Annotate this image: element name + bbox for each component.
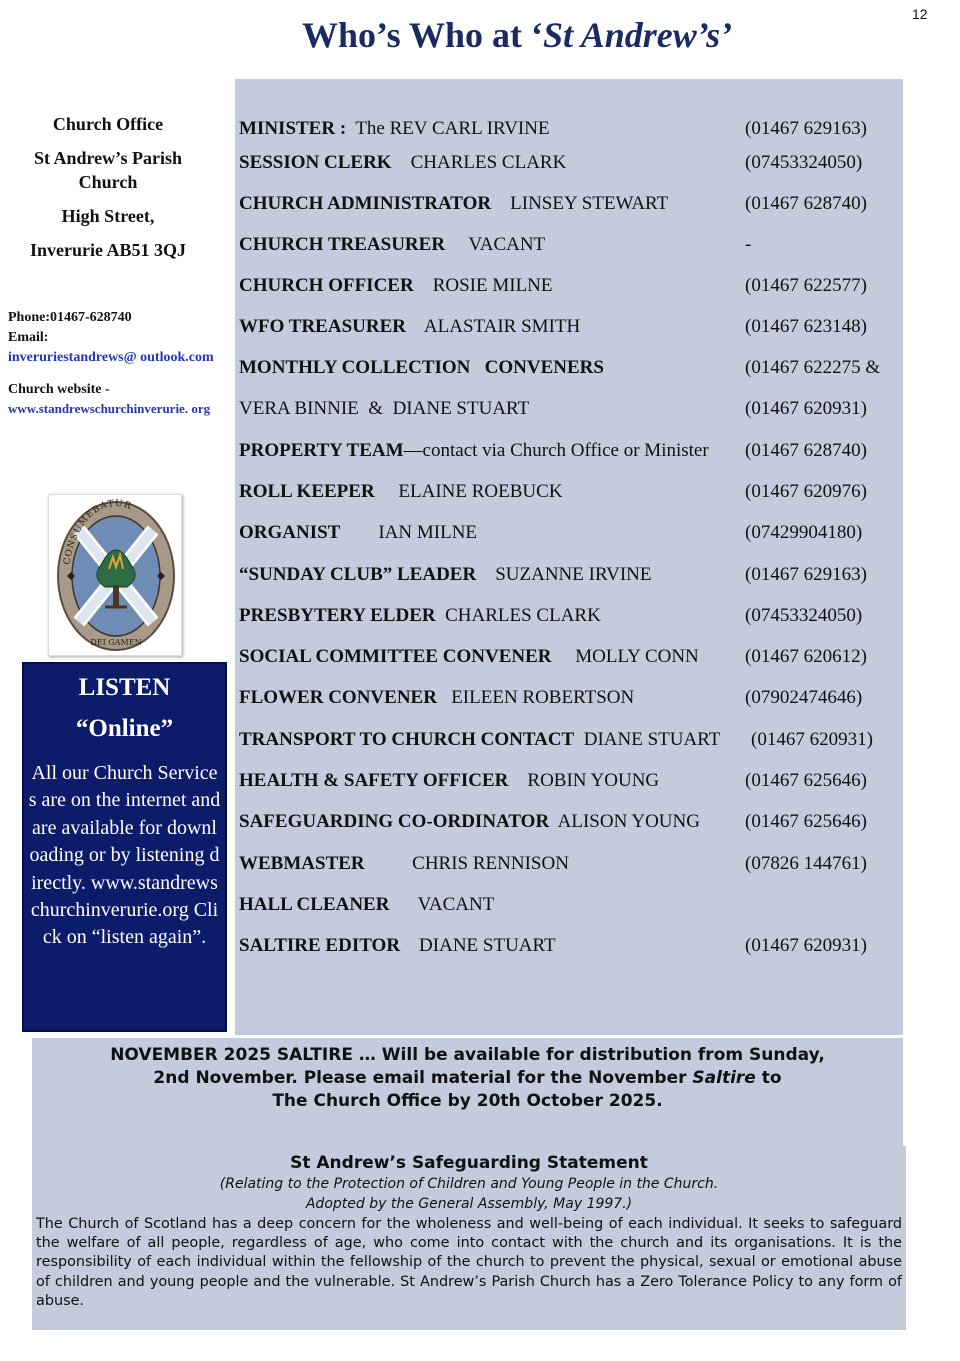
directory-person: ROSIE MILNE [413,275,553,296]
listen-body: All our Church Services are on the internet and are available for downloading or by listening directly. www.standrewschurchinverurie.org Click on “listen again”. [28,762,221,949]
directory-role: WEBMASTER [239,853,365,874]
saltire-line: The Church Office by 20th October 2025. [272,1091,663,1111]
directory-phone: (01467 628740) [745,440,867,461]
directory-role: MINISTER : [239,118,351,139]
directory-phone: (01467 623148) [745,316,867,337]
directory-row [239,935,903,959]
directory-person: EILEEN ROBERTSON [436,687,635,708]
directory-role: ROLL KEEPER [239,481,375,502]
directory-person: ROBIN YOUNG [508,770,660,791]
whos-who-directory [235,79,903,1035]
directory-phone: - [745,234,752,255]
directory-phone: (07453324050) [745,605,863,626]
directory-row [239,729,903,753]
saltire-line [32,1067,903,1090]
safeguarding-statement [32,1146,906,1330]
phone-text: Phone:01467-628740 [8,310,132,325]
page-number: 12 [912,6,928,22]
directory-role: SESSION CLERK [239,152,392,173]
address-line: Inverurie AB51 3QJ [30,240,186,260]
crest-icon [49,495,183,657]
directory-person: DIANE STUART [574,729,721,750]
directory-row [239,398,903,422]
directory-phone: (01467 629163) [745,118,867,139]
directory-phone: (07902474646) [745,687,863,708]
directory-phone: (01467 622275 & [745,357,881,378]
directory-person: ALASTAIR SMITH [405,316,581,337]
email-label: Email: [8,330,49,345]
directory-phone: (01467 620976) [745,481,867,502]
directory-row [239,687,903,711]
directory-row [239,357,903,381]
directory-role: CHURCH ADMINISTRATOR [239,193,492,214]
directory-role: SAFEGUARDING CO-ORDINATOR [239,811,550,832]
saltire-italic: Saltire [692,1068,756,1088]
saltire-line: NOVEMBER 2025 SALTIRE … Will be available for distribution from Sunday, [110,1045,825,1065]
directory-role: MONTHLY COLLECTION CONVENERS [239,357,604,378]
website-link[interactable]: www.standrewschurchinverurie. org [8,401,211,416]
directory-phone: (01467 625646) [745,811,867,832]
crest-motto: CONSUMEBATUR [62,498,134,566]
listen-heading: LISTEN [78,674,171,701]
directory-phone: (07826 144761) [745,853,867,874]
directory-person: VACANT [445,234,546,255]
directory-role: CHURCH OFFICER [239,275,414,296]
address-line: St Andrew’s Parish Church [33,148,183,192]
email-link[interactable]: inveruriestandrews@ outlook.com [8,350,214,365]
safeguarding-subtitle: (Relating to the Protection of Children and Young People in the Church. [219,1176,719,1192]
directory-person: LINSEY STEWART [491,193,669,214]
directory-person: CHARLES CLARK [391,152,567,173]
directory-phone: (01467 620931) [745,935,867,956]
directory-role: ORGANIST [239,522,341,543]
page-title-italic: St Andrew’s’ [543,15,733,55]
directory-person: CHARLES CLARK [435,605,601,626]
directory-row [239,275,903,299]
directory-person: —contact via Church Office or Minister [403,440,709,461]
saltire-notice [32,1038,903,1146]
listen-online-box [22,662,227,1032]
directory-row [239,811,903,835]
saltire-text: 2nd November. Please email material for the November [153,1068,693,1088]
directory-row [239,316,903,340]
church-crest [48,494,182,656]
directory-row [239,481,903,505]
directory-phone: (01467 622577) [745,275,867,296]
crest-motto-bottom: DEI GAMEN [90,638,142,647]
contact-details [8,308,218,418]
directory-phone: (01467 620612) [745,646,867,667]
directory-phone: (01467 625646) [745,770,867,791]
directory-row [239,152,903,176]
directory-role: PROPERTY TEAM [239,440,404,461]
directory-role: “SUNDAY CLUB” LEADER [239,564,477,585]
directory-role: HALL CLEANER [239,894,390,915]
directory-person: SUZANNE IRVINE [476,564,652,585]
directory-row [239,564,903,588]
address-line: Church Office [52,114,164,134]
safeguarding-body: The Church of Scotland has a deep concern for the wholeness and well-being of each individual. It seeks to safeguard the welfare of all people, regardless of age, who come into contact with the church and its organisations. It is the responsibility of each individual within the fellowship of the church to prevent the physical, sexual or emotional abuse of children and young people and the vulnerable. St Andrew’s Parish Church has a Zero Tolerance Policy to any form of abuse. [36,1216,902,1309]
church-office-address [4,112,212,272]
directory-row [239,118,903,142]
directory-row [239,646,903,670]
directory-role: SALTIRE EDITOR [239,935,401,956]
website-label: Church website - [8,382,110,397]
directory-phone: (01467 620931) [751,729,873,750]
listen-subheading: “Online” [75,715,174,742]
directory-person: VERA BINNIE & DIANE STUART [239,398,530,419]
directory-row [239,440,903,464]
directory-role: FLOWER CONVENER [239,687,437,708]
directory-phone: (01467 620931) [745,398,867,419]
directory-phone: (01467 628740) [745,193,867,214]
safeguarding-title: St Andrew’s Safeguarding Statement [290,1153,648,1173]
directory-person: CHRIS RENNISON [364,853,569,874]
directory-row [239,193,903,217]
directory-person: DIANE STUART [400,935,556,956]
directory-row [239,522,903,546]
directory-row [239,894,903,918]
directory-row [239,770,903,794]
safeguarding-subtitle: Adopted by the General Assembly, May 1997.) [305,1196,633,1212]
directory-phone: (07429904180) [745,522,863,543]
directory-person: The REV CARL IRVINE [350,118,550,139]
directory-role: TRANSPORT TO CHURCH CONTACT [239,729,575,750]
directory-row [239,605,903,629]
page-title-main: Who’s Who at ‘ [302,15,544,55]
directory-person: VACANT [389,894,495,915]
directory-row [239,234,903,258]
directory-role: WFO TREASURER [239,316,406,337]
directory-person: ALISON YOUNG [549,811,700,832]
address-line: High Street, [61,206,155,226]
saltire-text: to [755,1068,782,1088]
directory-phone: (07453324050) [745,152,863,173]
directory-phone: (01467 629163) [745,564,867,585]
directory-role: HEALTH & SAFETY OFFICER [239,770,509,791]
page-title [302,14,732,56]
directory-role: CHURCH TREASURER [239,234,446,255]
directory-row [239,853,903,877]
directory-person: MOLLY CONN [551,646,699,667]
directory-role: SOCIAL COMMITTEE CONVENER [239,646,552,667]
directory-person: IAN MILNE [340,522,478,543]
directory-person: ELAINE ROEBUCK [374,481,563,502]
directory-role: PRESBYTERY ELDER [239,605,436,626]
